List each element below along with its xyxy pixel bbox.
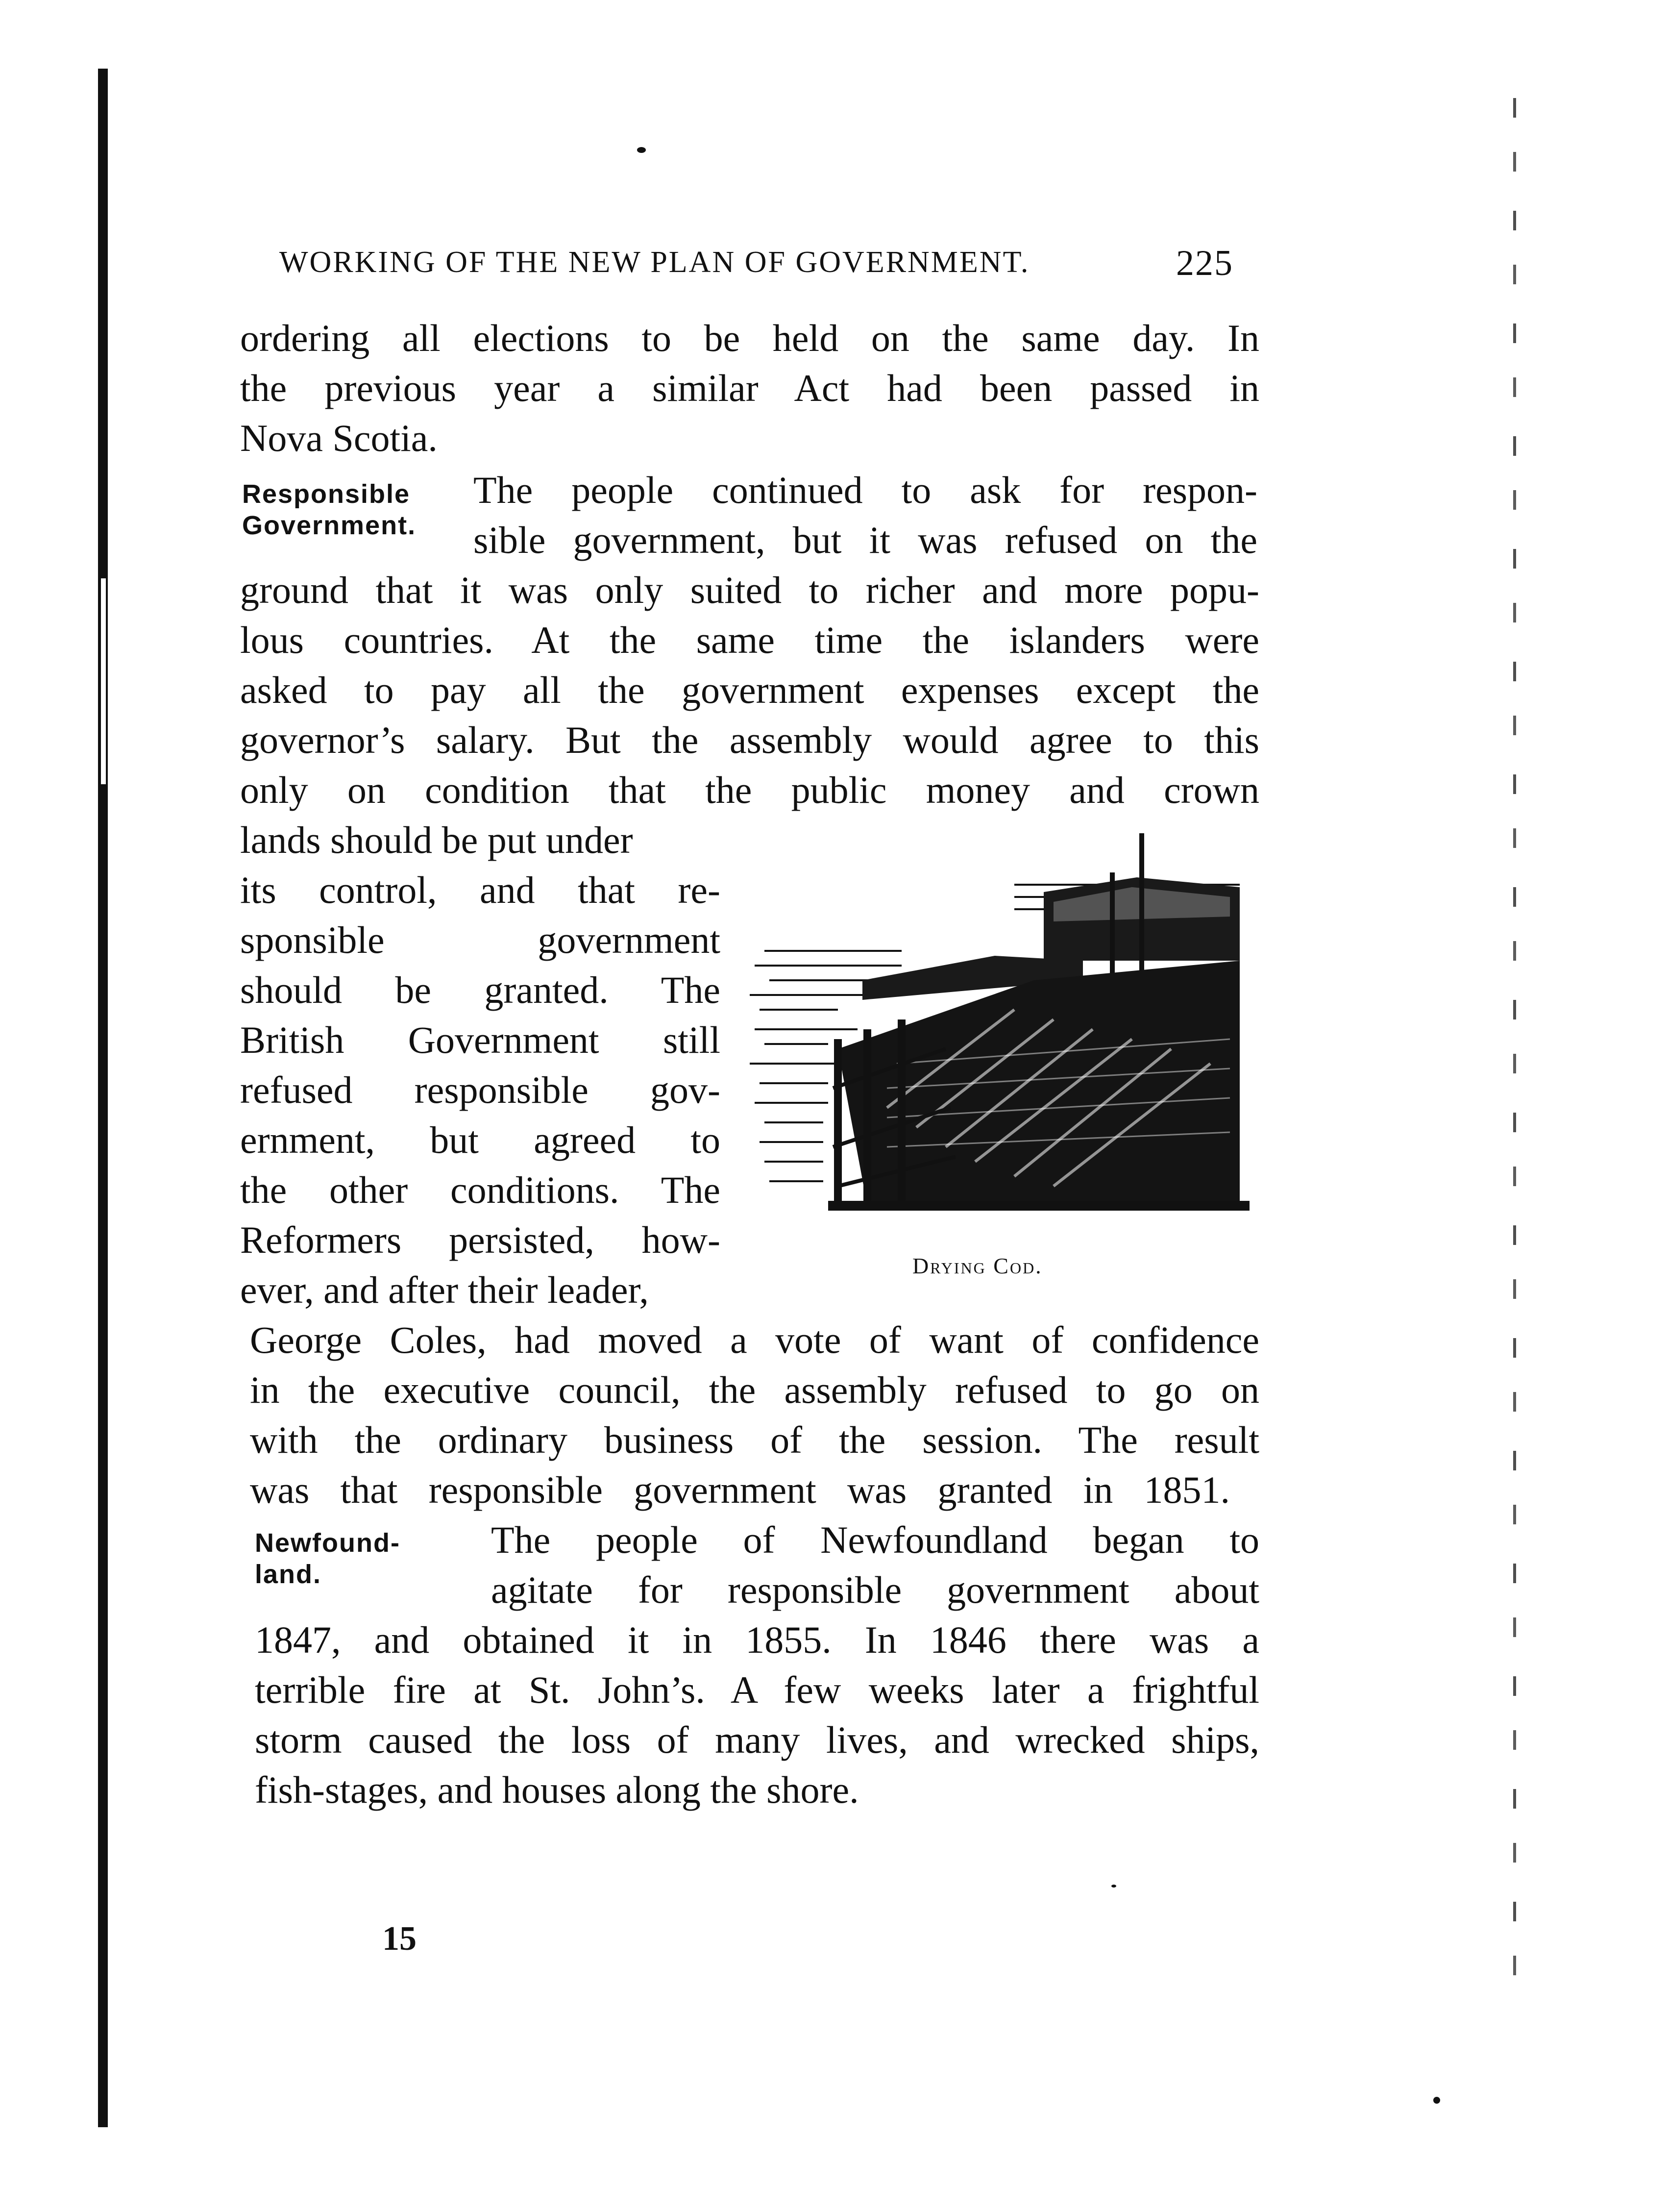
sidenote-line: Newfound- xyxy=(255,1528,400,1558)
text-line: George Coles, had moved a vote of want of confidence xyxy=(250,1318,1259,1361)
text-line: storm caused the loss of many lives, and wrecked ships, xyxy=(255,1718,1259,1761)
text-line: sible government, but it was refused on the xyxy=(473,519,1257,561)
text-line: refused responsible gov- xyxy=(240,1069,720,1111)
running-title: WORKING OF THE NEW PLAN OF GOVERNMENT. xyxy=(279,246,1030,279)
text-line: sponsible government xyxy=(240,919,720,961)
text-line: the other conditions. The xyxy=(240,1168,720,1211)
text-line: in the executive council, the assembly refused to go on xyxy=(250,1368,1259,1411)
text-line: The people of Newfoundland began to xyxy=(491,1518,1259,1561)
text-line: Nova Scotia. xyxy=(240,417,438,459)
text-line: terrible fire at St. John’s. A few weeks later a frightful xyxy=(255,1668,1259,1711)
text-line: agitate for responsible government about xyxy=(491,1568,1259,1611)
text-line: lands should be put under xyxy=(240,819,633,861)
figure-caption: Drying Cod. xyxy=(912,1253,1043,1278)
text-line: ordering all elections to be held on the same day. In xyxy=(240,317,1259,359)
sidenote-line: land. xyxy=(255,1560,322,1589)
text-line: ground that it was only suited to richer and more popu- xyxy=(240,569,1259,611)
text-line: only on condition that the public money and crown xyxy=(240,769,1259,811)
text-line: asked to pay all the government expenses except the xyxy=(240,669,1259,711)
page-edge-artifact xyxy=(1513,98,1516,2010)
scan-speck xyxy=(637,147,646,153)
sidenote-line: Government. xyxy=(242,511,417,540)
binding-gap xyxy=(101,578,106,784)
text-line: governor’s salary. But the assembly would agree to this xyxy=(240,719,1259,761)
scan-speck xyxy=(1433,2097,1440,2104)
text-line: The people continued to ask for respon- xyxy=(473,469,1257,511)
text-line: should be granted. The xyxy=(240,969,720,1011)
signature-mark: 15 xyxy=(382,1920,417,1958)
sidenote-heading xyxy=(242,478,416,541)
text-line: its control, and that re- xyxy=(240,869,720,911)
fishing-stage-illustration xyxy=(740,833,1259,1225)
fishing-stage-icon xyxy=(740,833,1259,1225)
text-line: 1847, and obtained it in 1855. In 1846 there was a xyxy=(255,1618,1259,1661)
text-line: fish-stages, and houses along the shore. xyxy=(255,1768,859,1811)
text-line: British Government still xyxy=(240,1019,720,1061)
sidenote-line: Responsible xyxy=(242,479,411,509)
text-line: was that responsible government was granted in 1851. xyxy=(250,1468,1230,1511)
binding-shadow xyxy=(98,69,108,2127)
page-number: 225 xyxy=(1176,243,1233,283)
text-line: the previous year a similar Act had been passed in xyxy=(240,367,1259,409)
text-line: Reformers persisted, how- xyxy=(240,1218,720,1261)
text-line: lous countries. At the same time the islanders were xyxy=(240,619,1259,661)
sidenote-heading xyxy=(255,1527,400,1590)
text-line: ernment, but agreed to xyxy=(240,1118,720,1161)
text-line: ever, and after their leader, xyxy=(240,1268,649,1311)
scan-speck xyxy=(1111,1885,1116,1888)
text-line: with the ordinary business of the session. The result xyxy=(250,1418,1259,1461)
